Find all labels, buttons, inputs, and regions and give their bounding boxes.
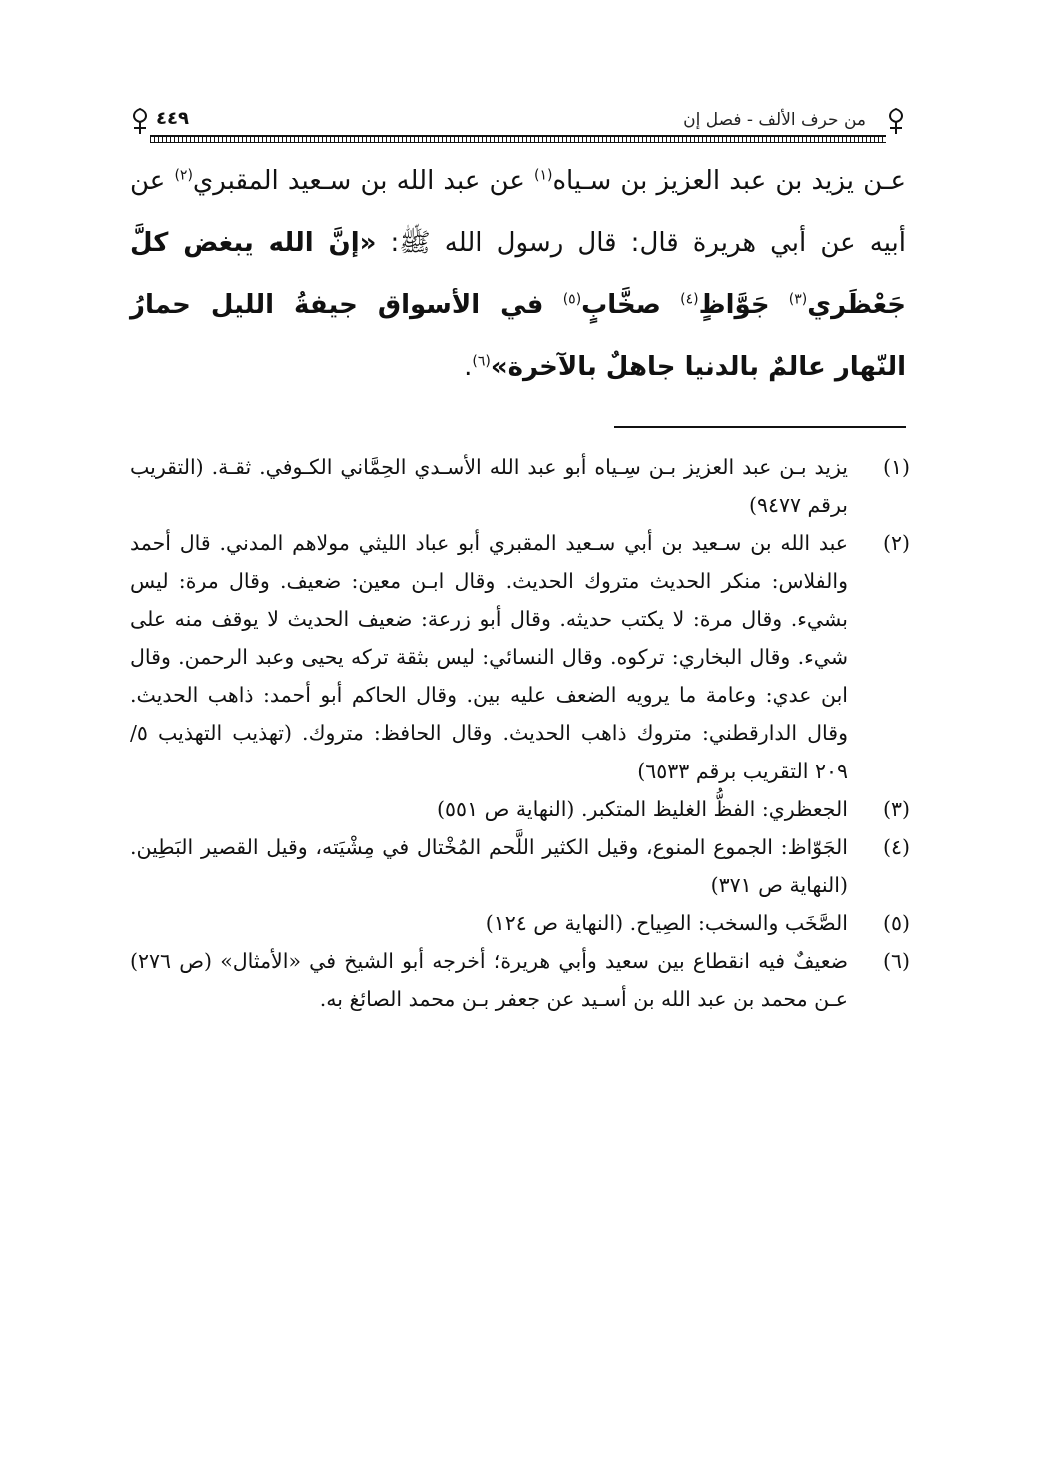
footnote (130, 790, 910, 828)
footnote-text: الصَّخَب والسخب: الصِياح. (النهاية ص ١٢٤) (485, 911, 848, 935)
footnote-number: (٥) (882, 911, 910, 935)
footnote-marker: (١) (533, 167, 553, 184)
footnote (130, 942, 910, 1018)
footnote-text: يزيد بـن عبد العزيز بـن سِـياه أبو عبد الله الأسـدي الحِمَّاني الكـوفي. ثقـة. (التقريب برقم ٩٤٧٧) (130, 455, 848, 517)
footnote-marker: (٥) (562, 291, 582, 308)
hadith-text: «إنَّ الله يبغض كلَّ جَعْظَري (130, 228, 907, 320)
end-punctuation: . (464, 352, 473, 382)
hadith-text: صخَّابٍ (581, 290, 661, 320)
footnote-marker: (٤) (680, 291, 699, 308)
footnote (130, 524, 910, 790)
chapter-title: من حرف الألف - فصل إن (683, 110, 866, 130)
footnote-text: عبد الله بن سـعيد بن أبي سـعيد المقبري أبو عباد الليثي مولاهم المدني. قال أحمد والفلاس: منكر الحديث متروك الحديث. وقال ابـن معين: ضعيف. وقال مرة: ليس بشيء. وقال مرة: لا يكتب حديثه. وقال أبو زرعة: ضعيف الحديث لا يوقف منه على شيء. وقال البخاري: تركوه. وقال النسائي: ليس بثقة تركه يحيى وعبد الرحمن. وقال ابن عدي: وعامة ما يرويه الضعف عليه بين. وقال الحاكم أبو أحمد: ذاهب الحديث. وقال الدارقطني: متروك ذاهب الحديث. وقال الحافظ: متروك. (تهذيب التهذيب ٥/ ٢٠٩ التقريب برقم ٦٥٣٣) (130, 531, 848, 783)
main-text (130, 150, 906, 398)
hadith-text: في الأسواق جيفةُ الليل حمارُ النّهار عالمٌ بالدنيا جاهلٌ بالآخرة» (130, 290, 906, 382)
footnote-number: (١) (882, 455, 910, 479)
footnote-marker: (٣) (788, 291, 808, 308)
footnote-separator (614, 426, 906, 428)
footnote (130, 828, 910, 904)
footnote-number: (٤) (882, 835, 910, 859)
isnad-intro: عـن يزيد بن عبد العزيز بن سـياه (552, 166, 907, 196)
isnad-part: عن عبد الله بن سـعيد المقبري (192, 166, 525, 196)
footnote (130, 448, 910, 524)
footnote-number: (٢) (882, 531, 910, 555)
footnote (130, 904, 910, 942)
ornament-icon (128, 106, 152, 136)
page-header (128, 106, 908, 140)
footnote-number: (٦) (882, 949, 910, 973)
footnote-text: الجعظري: الفظُّ الغليظ المتكبر. (النهاية ص ٥٥١) (437, 797, 848, 821)
isnad-part: عن أبيه عن أبي هريرة قال: قال رسول الله ﷺ: (130, 166, 906, 258)
page-number: ٤٤٩ (156, 108, 189, 129)
header-rule (150, 135, 886, 143)
footnote-marker: (٦) (472, 353, 491, 370)
hadith-text: جَوَّاظٍ (698, 290, 770, 320)
footnote-marker: (٢) (174, 167, 193, 184)
footnote-number: (٣) (882, 797, 910, 821)
footnotes (130, 448, 910, 1018)
footnote-text: ضعيفٌ فيه انقطاع بين سعيد وأبي هريرة؛ أخرجه أبو الشيخ في «الأمثال» (ص ٢٧٦) عـن محمد بن عبد الله بن أسـيد عن جعفر بـن محمد الصائغ به. (130, 949, 848, 1011)
ornament-icon (884, 106, 908, 136)
footnote-text: الجَوّاظ: الجموع المنوع، وقيل الكثير اللَّحم المُخْتال في مِشْيَته، وقيل القصير البَطِين. (النهاية ص ٣٧١) (130, 835, 848, 897)
